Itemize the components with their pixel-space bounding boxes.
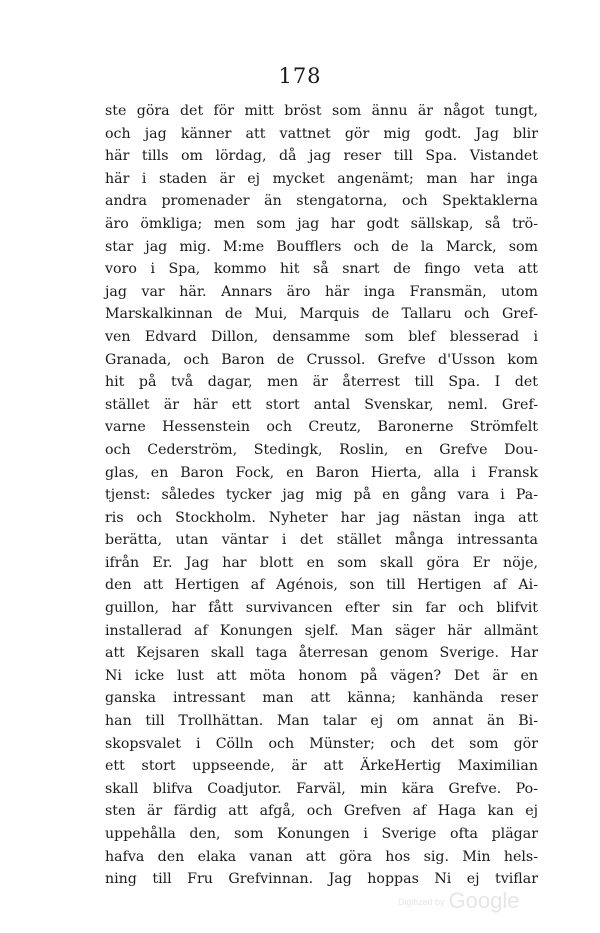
text-line: ven Edvard Dillon, densamme som blef blesserad i <box>105 328 538 345</box>
text-line: den att Hertigen af Agénois, son till Hertigen af Ai- <box>105 577 538 594</box>
text-line: ett stort uppseende, är att ÄrkeHertig Maximilian <box>105 758 538 775</box>
page-number: 178 <box>278 64 322 88</box>
text-line: här i staden är ej mycket angenämt; man har inga <box>105 170 538 187</box>
text-line: att Kejsaren skall taga återresan genom Sverige. Har <box>105 645 538 662</box>
watermark-prefix: Digitized by <box>398 897 445 908</box>
text-line: ning till Fru Grefvinnan. Jag hoppas Ni ej tviflar <box>105 871 538 888</box>
text-line: varne Hessenstein och Creutz, Baronerne Strömfelt <box>105 419 538 436</box>
text-line: stället är här ett stort antal Svenskar, neml. Gref- <box>105 396 538 413</box>
text-line: jag var här. Annars äro här inga Fransmän, utom <box>105 283 538 300</box>
text-line: berätta, utan väntar i det stället många intressanta <box>105 532 538 549</box>
text-line: Marskalkinnan de Mui, Marquis de Tallaru och Gref- <box>105 306 538 323</box>
text-line: uppehålla den, som Konungen i Sverige ofta plägar <box>105 826 538 842</box>
text-line: guillon, har fått survivancen efter sin far och blifvit <box>105 600 538 617</box>
text-line: ganska intressant man att känna; kanhända reser <box>105 690 538 707</box>
text-line: sten är färdig att afgå, och Grefven af Haga kan ej <box>105 803 538 820</box>
text-line: skall blifva Coadjutor. Farväl, min kära Grefve. Po- <box>105 780 538 797</box>
text-line: äro ömkliga; men som jag har godt sällskap, så trö- <box>105 215 538 232</box>
watermark-logo: Google <box>448 888 520 913</box>
text-line: hit på två dagar, men är återrest till Spa. I det <box>105 374 538 391</box>
body-text <box>105 100 538 891</box>
text-line: glas, en Baron Fock, en Baron Hierta, alla i Fransk <box>105 464 538 481</box>
text-line: Granada, och Baron de Crussol. Grefve d'Usson kom <box>105 351 538 368</box>
text-line: ifrån Er. Jag har blott en som skall göra Er nöje, <box>105 554 538 571</box>
text-line: och Cederström, Stedingk, Roslin, en Grefve Dou- <box>105 441 538 458</box>
text-line: skopsvalet i Cölln och Münster; och det som gör <box>105 735 538 752</box>
text-line: här tills om lördag, då jag reser till Spa. Vistandet <box>105 148 538 165</box>
text-line: han till Trollhättan. Man talar ej om annat än Bi- <box>105 713 538 730</box>
text-line: star jag mig. M:me Boufflers och de la Marck, som <box>105 238 538 255</box>
text-line: andra promenader än stengatorna, och Spektaklerna <box>105 193 538 210</box>
text-line: installerad af Konungen sjelf. Man säger här allmänt <box>105 622 538 639</box>
text-line: tjenst: således tycker jag mig på en gång vara i Pa- <box>105 487 538 504</box>
text-line: voro i Spa, kommo hit så snart de fingo veta att <box>105 261 538 278</box>
text-line: Ni icke lust att möta honom på vägen? Det är en <box>105 667 538 684</box>
digitized-watermark <box>398 888 519 914</box>
text-line: och jag känner att vattnet gör mig godt. Jag blir <box>105 125 538 142</box>
text-line: hafva den elaka vanan att göra hos sig. Min hels- <box>105 848 538 865</box>
text-line: ris och Stockholm. Nyheter har jag nästan inga att <box>105 509 538 526</box>
text-line: ste göra det för mitt bröst som ännu är något tungt, <box>105 103 538 119</box>
